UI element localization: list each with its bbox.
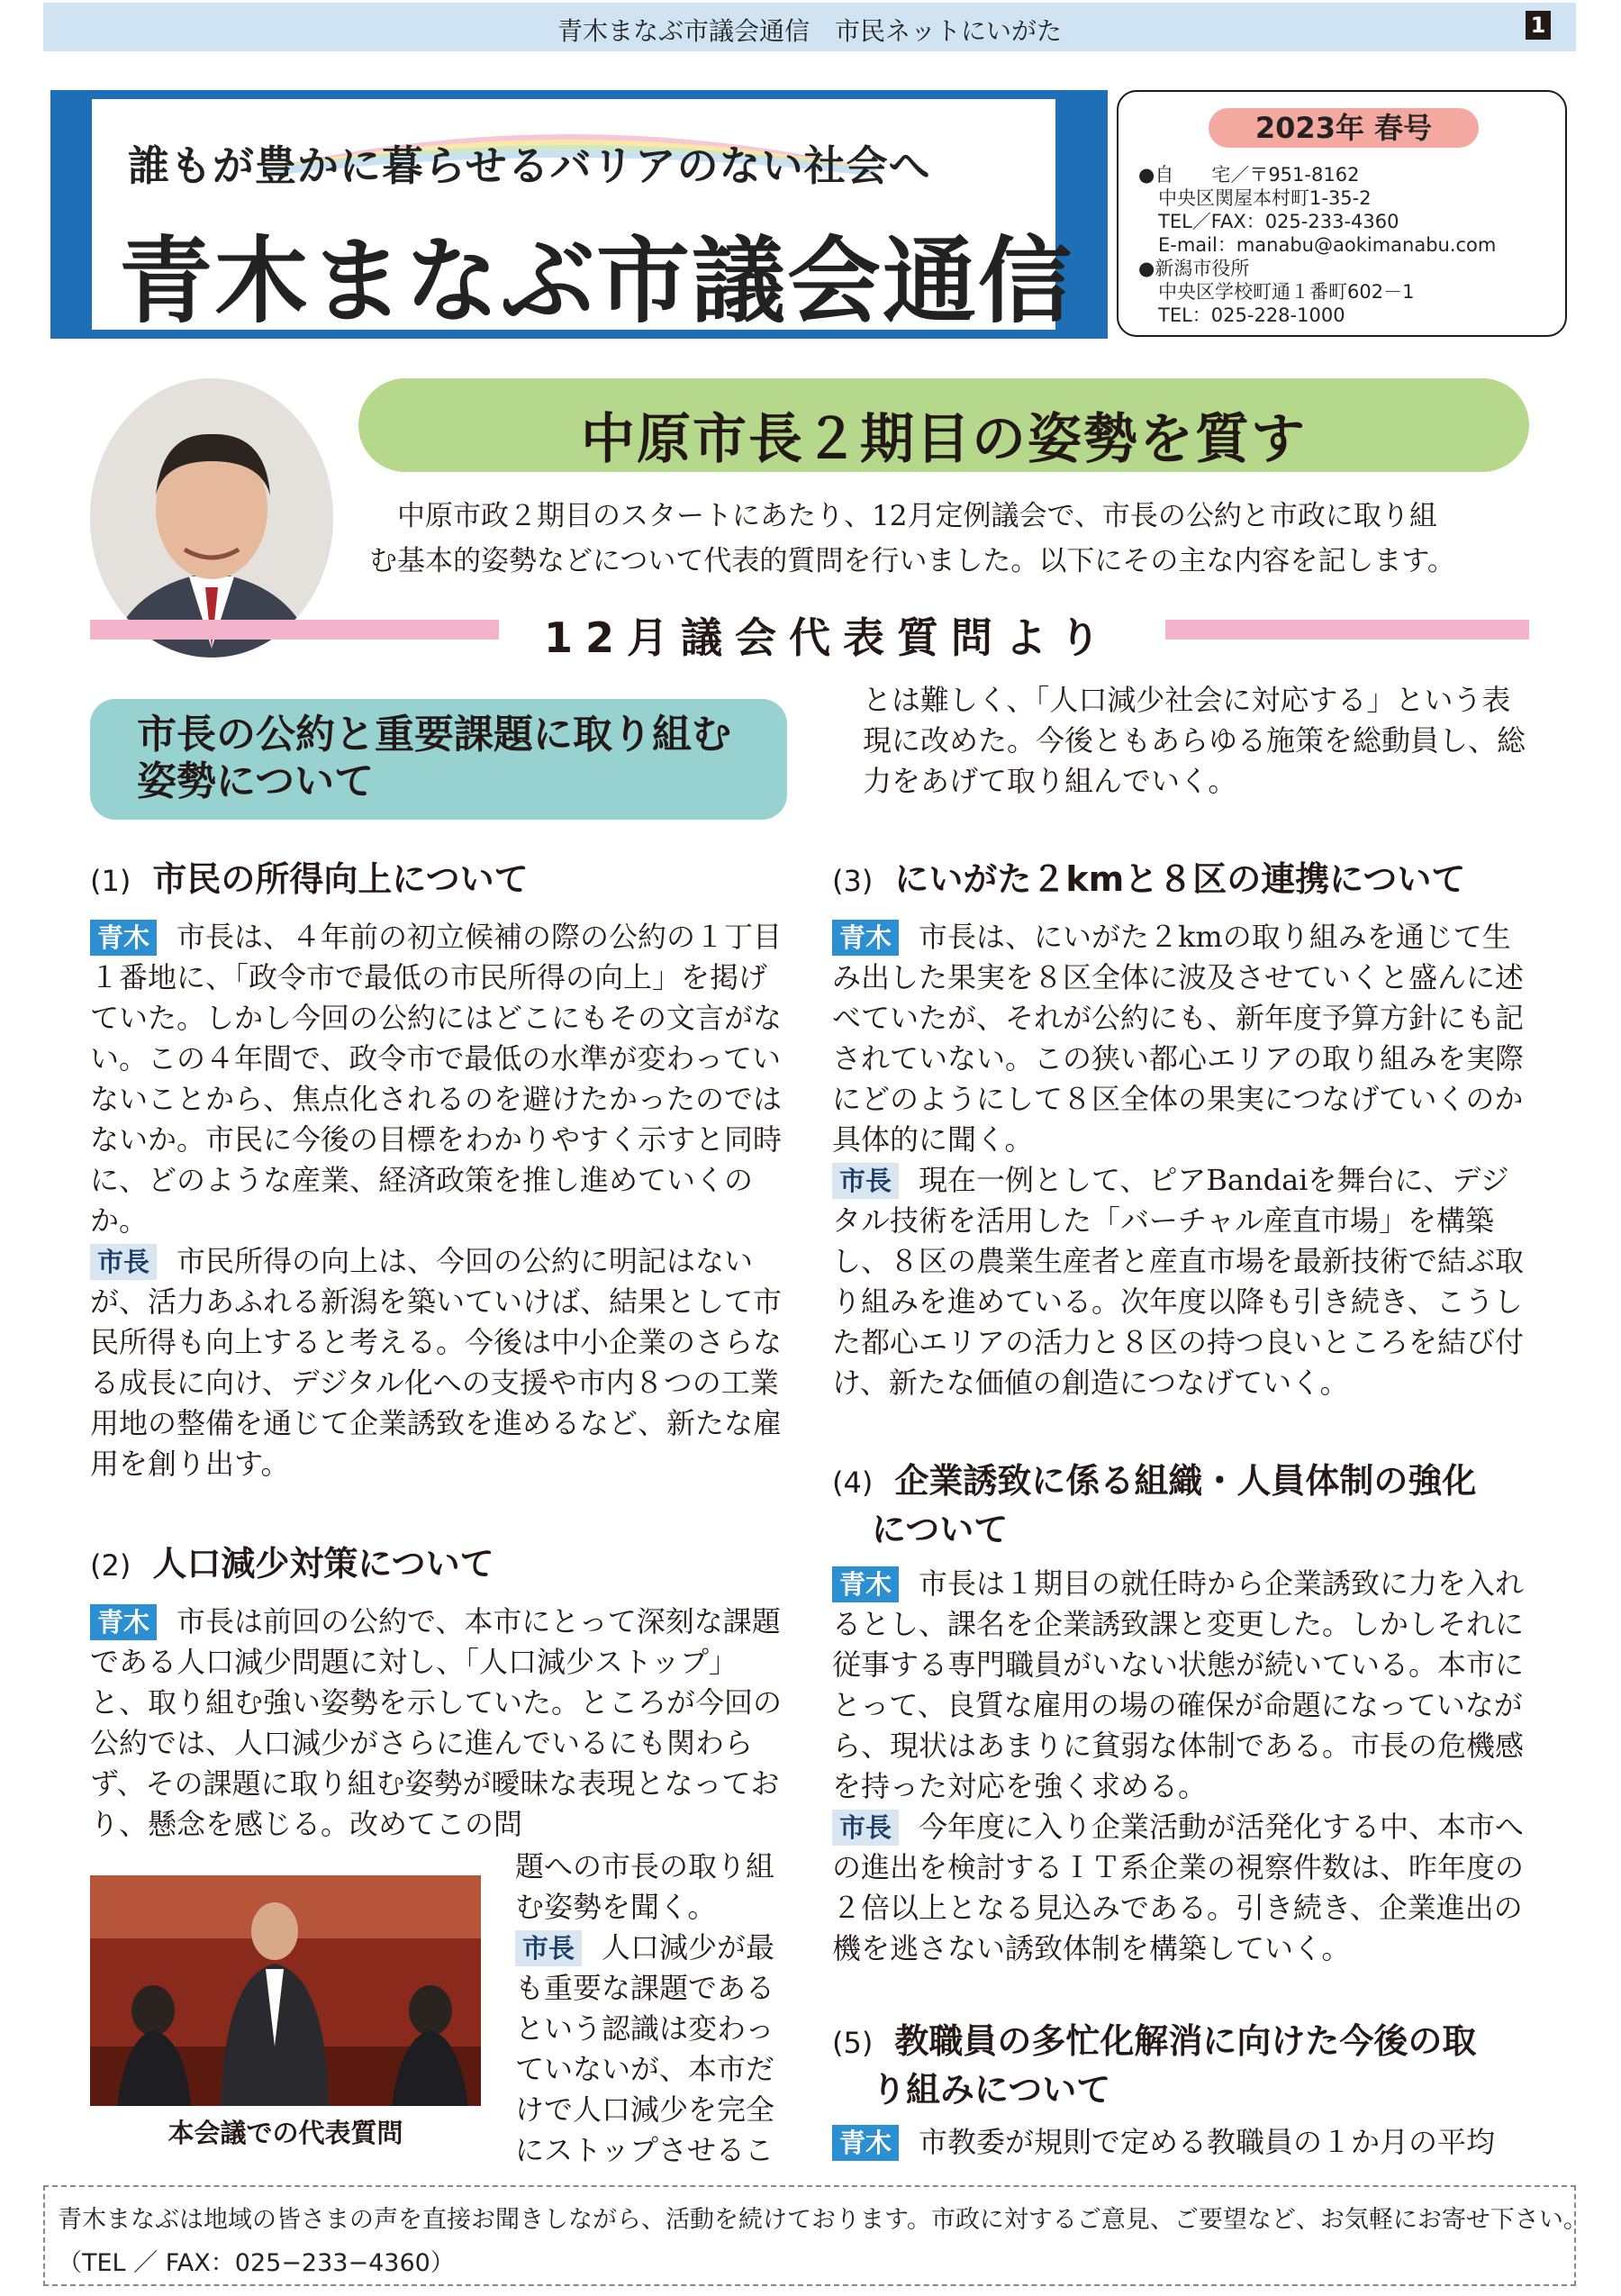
section-4-body (832, 1564, 1531, 1969)
divider (1165, 620, 1529, 640)
masthead-title: 青木まなぶ市議会通信 (119, 226, 1074, 336)
section-1-body (90, 917, 787, 1484)
aoki-tag: 青木 (832, 1566, 899, 1602)
question-text: 市長は前回の公約で、本市にとって深刻な課題である人口減少問題に対し、「人口減少ストップ」と、取り組む強い姿勢を示していた。ところが今回の公約では、人口減少がさらに進んでいるにも関わらず、その課題に取り組む姿勢が曖昧な表現となっており、懸念を感じる。改めてこの問 (90, 1604, 783, 1841)
lead-line: 中原市政２期目のスタートにあたり、12月定例議会で、市長の公約と市政に取り組 (369, 500, 1437, 532)
section-heading: 12月議会代表質問より (543, 613, 1113, 662)
mayor-answer (515, 1928, 787, 2171)
headline-banner (358, 378, 1529, 472)
section-4-heading (832, 1457, 1531, 1553)
mayor-tag: 市長 (90, 1244, 157, 1280)
mayor-answer (832, 1807, 1531, 1969)
lead-paragraph (369, 494, 1531, 584)
section-3-body (832, 917, 1531, 1403)
section-number: (3) (832, 864, 874, 898)
aoki-tag: 青木 (832, 2125, 899, 2161)
headline-text: 中原市長２期目の姿勢を質す (581, 408, 1307, 471)
email: E-mail：manabu@aokimanabu.com (1158, 234, 1497, 256)
answer-text: 現在一例として、ピアBandaiを舞台に、デジタル技術を活用した「バーチャル産直市場」を構築し、８区の農業生産者と産直市場を最新技術で結ぶ取り組みを進めている。次年度以降も引き続き、こうした都心エリアの活力と８区の持つ良いところを結び付け、新たな価値の創造につなげていく。 (832, 1163, 1525, 1400)
header-title: 青木まなぶ市議会通信 市民ネットにいがた (557, 16, 1062, 46)
section-2-body-end (863, 680, 1531, 802)
section-title: り組みについて (872, 2070, 1111, 2110)
topic-line: 市長の公約と重要課題に取り組む (137, 712, 731, 758)
portrait-illustration (90, 378, 333, 658)
home-tel: TEL／FAX：025-233-4360 (1158, 211, 1399, 232)
topic-line: 姿勢について (137, 758, 375, 804)
footer-note (43, 2185, 1588, 2286)
aoki-tag: 青木 (832, 920, 899, 956)
mayor-tag: 市長 (515, 1930, 582, 1966)
section-number: (2) (90, 1548, 131, 1583)
question-text: 市長は、４年前の初立候補の際の公約の１丁目１番地に、「政令市で最低の市民所得の向上」を掲げていた。しかし今回の公約にはどこにもその文言がない。この４年間で、政令市で最低の水準が変わっていないことから、焦点化されるのを避けたかったのではないか。市民に今後の目標をわかりやすく示すと同時に、どのような産業、経済政策を推し進めていくのか。 (90, 920, 783, 1238)
office-tel: TEL：025-228-1000 (1158, 304, 1345, 326)
mayor-tag: 市長 (832, 1163, 899, 1199)
section-number: (1) (90, 864, 131, 898)
topic-title (137, 712, 767, 805)
answer-text: 市民所得の向上は、今回の公約に明記はないが、活力あふれる新潟を築いていけば、結果として市民所得も向上すると考える。今後は中小企業のさらなる成長に向け、デジタル化への支援や市内８つの工業用地の整備を通じて企業誘致を進めるなど、新たな雇用を創り出す。 (90, 1244, 783, 1481)
section-2-body (90, 1602, 787, 1845)
office-address: 中央区学校町通１番町602－1 (1158, 281, 1415, 303)
footer-contact: （TEL ／ FAX：025−233−4360） (58, 2249, 455, 2277)
section-5-body (832, 2122, 1531, 2163)
answer-text: 人口減少が最も重要な課題であるという認識は変わっていないが、本市だけで人口減少を完全にストップさせるこ (515, 1930, 775, 2167)
aoki-question (90, 1602, 787, 1845)
section-number: (4) (832, 1466, 874, 1500)
aoki-question (832, 1564, 1531, 1807)
topic-box (90, 699, 787, 820)
lead-line: む基本的姿勢などについて代表的質問を行いました。以下にその主な内容を記します。 (369, 545, 1455, 577)
answer-text: 今年度に入り企業活動が活発化する中、本市への進出を検討するＩＴ系企業の視察件数は、昨年度の２倍以上となる見込みである。引き続き、企業進出の機を逃さない誘致体制を構築していく。 (832, 1810, 1525, 1965)
masthead-panel (92, 99, 1074, 336)
footer-message: 青木まなぶは地域の皆さまの声を直接お聞きしながら、活動を続けております。市政に対するご意見、ご要望など、お気軽にお寄せ下さい。 (58, 2206, 1588, 2234)
aoki-question (832, 917, 1531, 1160)
section-title: にいがた２kmと８区の連携について (894, 859, 1466, 899)
meeting-illustration (90, 1875, 481, 2106)
aoki-question (90, 917, 787, 1241)
header-bar (43, 3, 1576, 51)
answer-text: とは難しく、「人口減少社会に対応する」という表現に改めた。今後ともあらゆる施策を総動員し、総力をあげて取り組んでいく。 (863, 683, 1526, 798)
masthead-subtitle: 誰もが豊かに暮らせるバリアのない社会へ (128, 141, 931, 190)
mayor-answer (832, 1160, 1531, 1403)
section-2-heading (90, 1540, 494, 1589)
issue-badge: 2023年 春号 (1209, 108, 1479, 148)
section-title: 教職員の多忙化解消に向けた今後の取 (894, 2021, 1477, 2061)
section-2-body-cont (515, 1847, 787, 2171)
office-label: ●新潟市役所 (1138, 258, 1250, 279)
section-title: 企業誘致に係る組織・人員体制の強化 (894, 1461, 1477, 1501)
mayor-portrait-photo (90, 378, 333, 658)
page-number: 1 (1526, 11, 1551, 40)
council-meeting-photo (90, 1875, 481, 2106)
section-5-heading (832, 2018, 1531, 2113)
photo-caption: 本会議での代表質問 (168, 2118, 403, 2148)
section-title: について (872, 1510, 1009, 1549)
mayor-tag: 市長 (832, 1810, 899, 1846)
aoki-tag: 青木 (90, 920, 157, 956)
question-text: 市長は１期目の就任時から企業誘致に力を入れるとし、課名を企業誘致課と変更した。しかしそれに従事する専門職員がいない状態が続いている。本市にとって、良質な雇用の場の確保が命題になっていながら、現状はあまりに貧弱な体制である。市長の危機感を持った対応を強く求める。 (832, 1566, 1525, 1803)
aoki-tag: 青木 (90, 1604, 157, 1640)
section-title: 人口減少対策について (152, 1544, 494, 1584)
mayor-answer (90, 1241, 787, 1484)
question-text: 題への市長の取り組む姿勢を聞く。 (515, 1849, 775, 1924)
section-3-heading (832, 856, 1465, 904)
contact-box (1117, 90, 1567, 337)
question-text: 市教委が規則で定める教職員の１か月の平均 (919, 2125, 1496, 2159)
question-text: 市長は、にいがた２kmの取り組みを通じて生み出した果実を８区全体に波及させていくと盛んに述べていたが、それが公約にも、新年度予算方針にも記されていない。この狭い都心エリアの取り組みを実際にどのようにして８区全体の果実につなげていくのか具体的に聞く。 (832, 920, 1525, 1157)
home-address: 中央区関屋本村町1-35-2 (1158, 187, 1372, 209)
section-title: 市民の所得向上について (152, 859, 529, 899)
section-1-heading (90, 856, 529, 904)
section-number: (5) (832, 2026, 874, 2060)
home-label: ●自 宅／〒951-8162 (1138, 164, 1360, 186)
aoki-question (832, 2122, 1531, 2163)
masthead (50, 90, 1108, 339)
divider (90, 620, 499, 640)
